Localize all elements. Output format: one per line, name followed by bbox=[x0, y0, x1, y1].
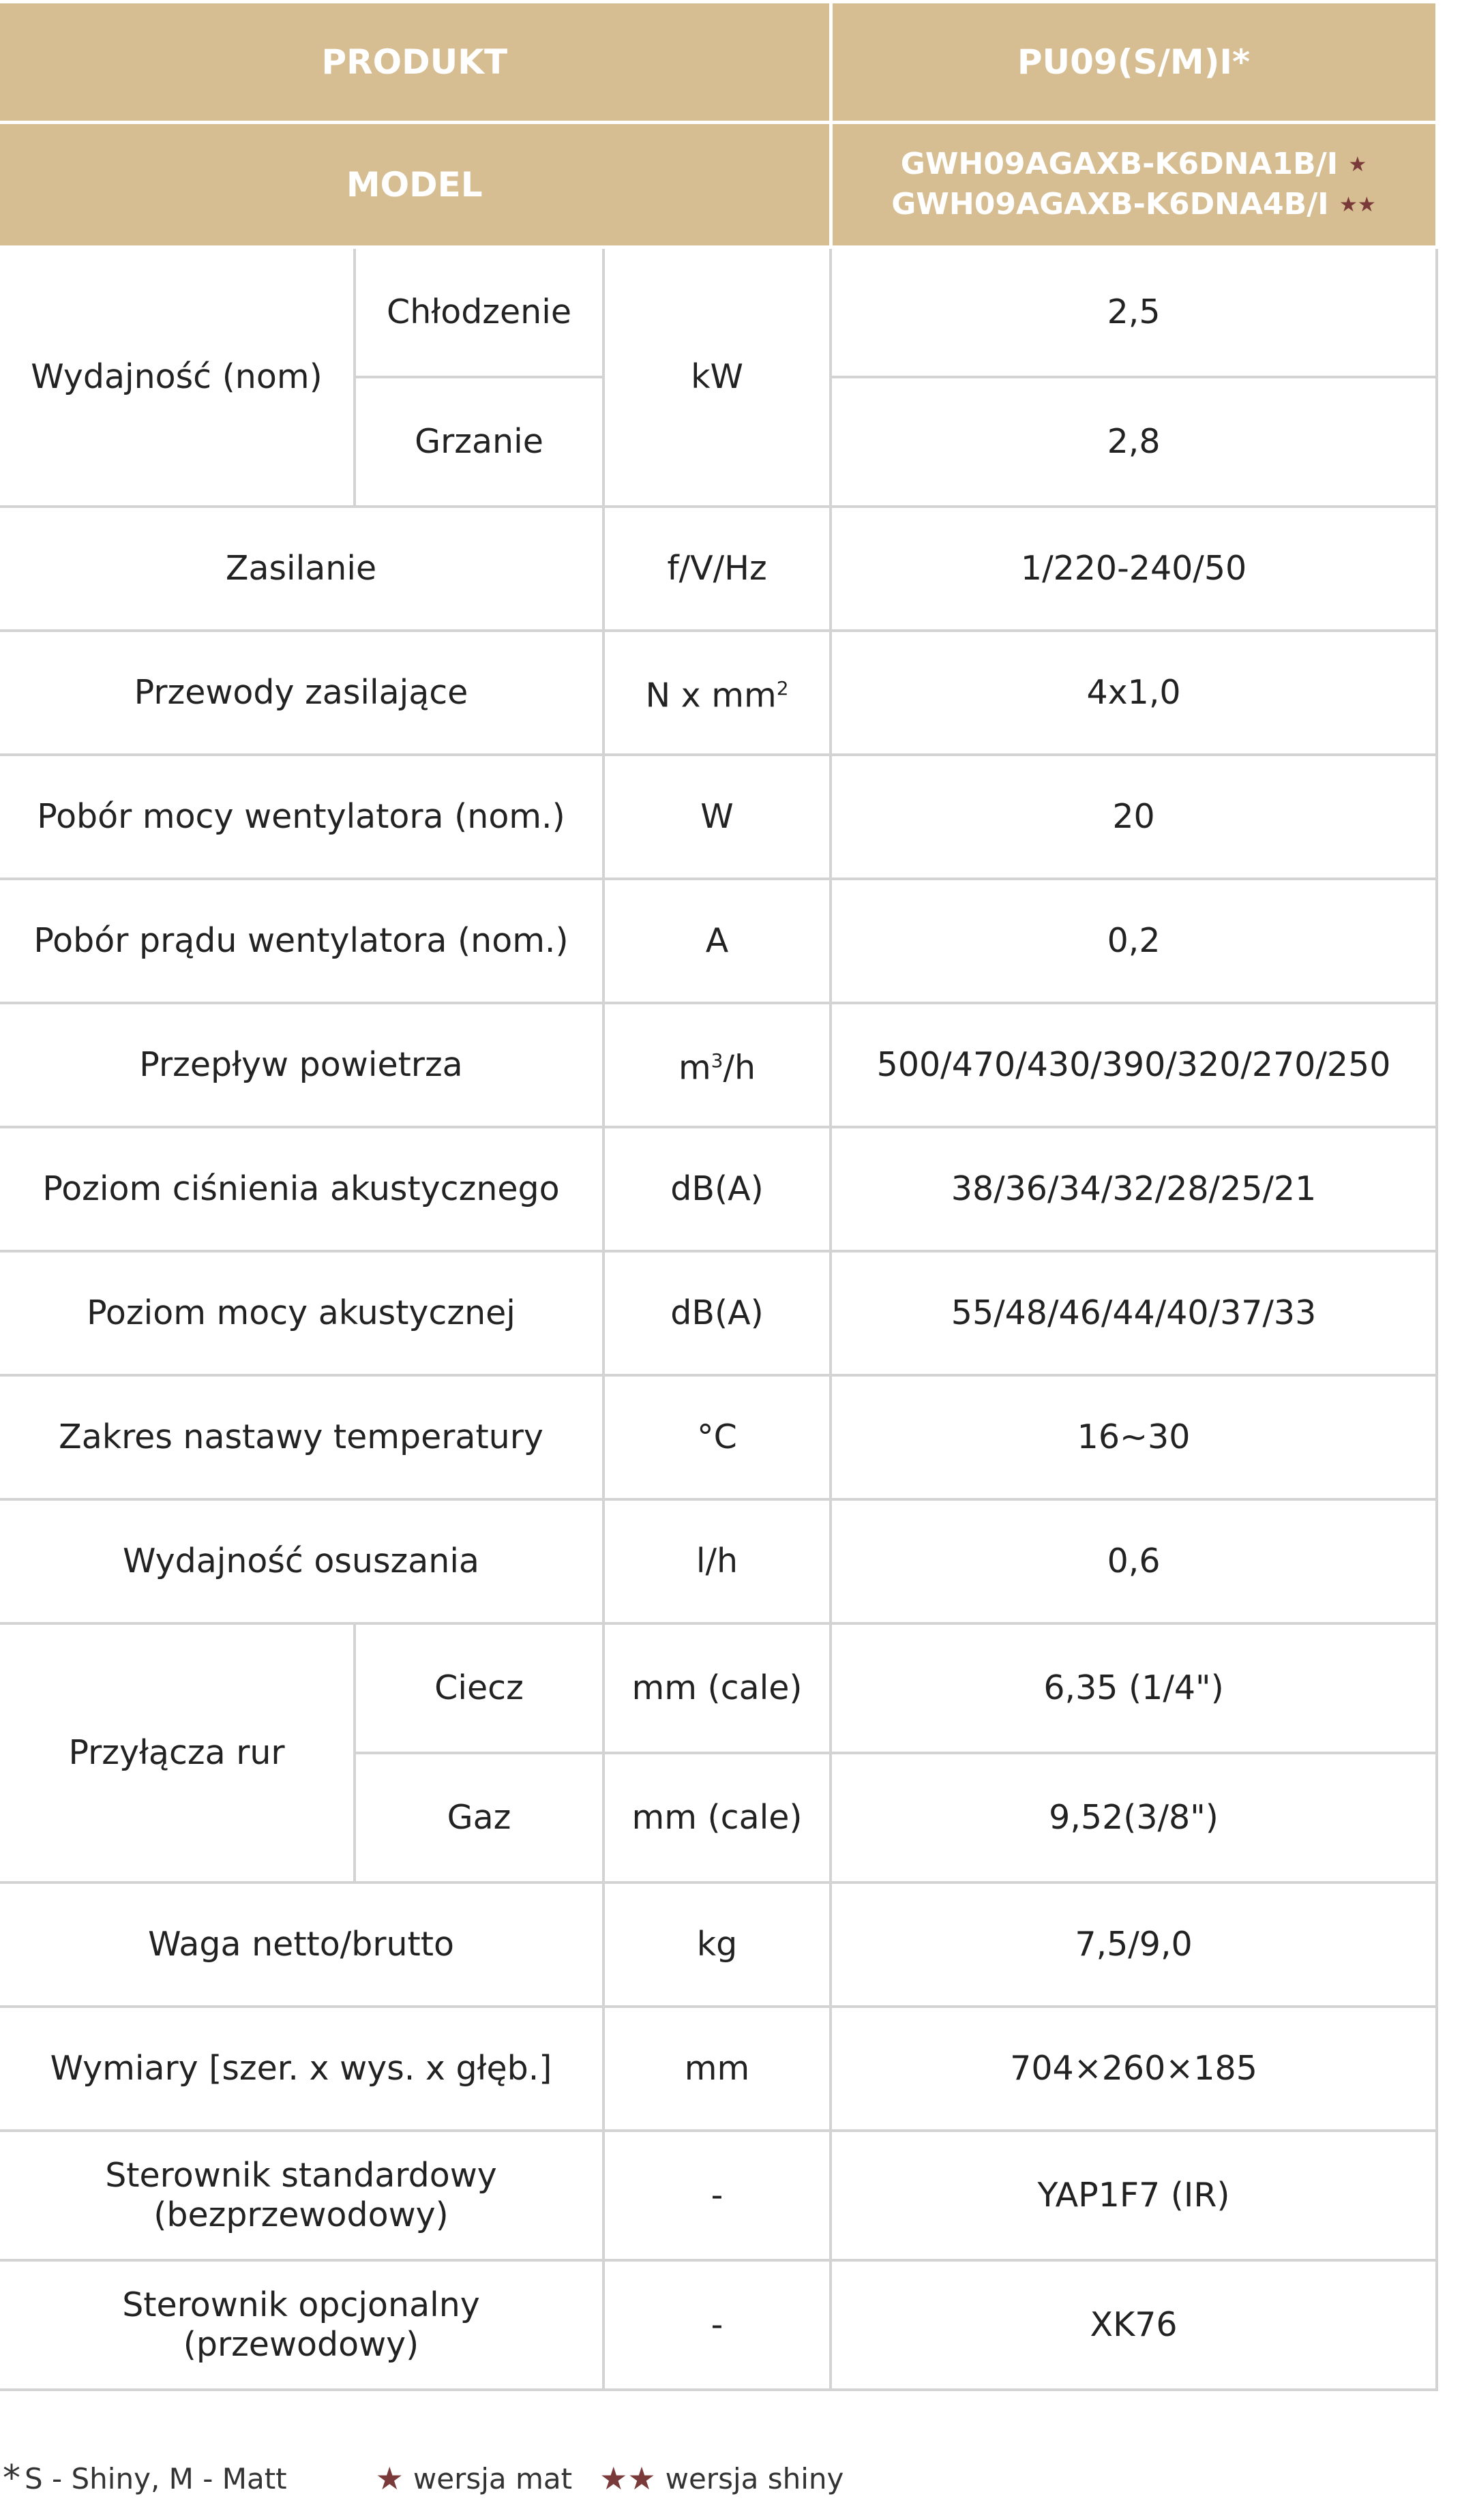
star-icon: ★ bbox=[375, 2460, 404, 2497]
unit-sterownik-std: - bbox=[603, 2131, 831, 2260]
row-label-zasilanie: Zasilanie bbox=[0, 507, 603, 631]
value-sterownik-opc: XK76 bbox=[831, 2260, 1437, 2390]
unit-pobor-pradu: A bbox=[603, 879, 831, 1003]
star-icon: ★ bbox=[1348, 153, 1367, 177]
value-gaz: 9,52(3/8") bbox=[831, 1753, 1437, 1882]
unit-przeplyw-sup: 3 bbox=[711, 1049, 723, 1072]
unit-wymiary: mm bbox=[603, 2007, 831, 2131]
row-label-osuszanie: Wydajność osuszania bbox=[0, 1499, 603, 1623]
value-osuszanie: 0,6 bbox=[831, 1499, 1437, 1623]
sterownik-opc-line2: (przewodowy) bbox=[183, 2324, 419, 2364]
table-row bbox=[0, 1623, 1437, 1753]
footer-note: S - Shiny, M - Matt bbox=[25, 2461, 287, 2495]
value-ciecz: 6,35 (1/4") bbox=[831, 1623, 1437, 1753]
asterisk-icon: * bbox=[3, 2458, 20, 2499]
sublabel-ciecz: Ciecz bbox=[355, 1623, 603, 1753]
unit-przeplyw-base: m bbox=[678, 1048, 711, 1088]
sublabel-chlodzenie: Chłodzenie bbox=[355, 247, 603, 377]
table-row bbox=[0, 2131, 1437, 2260]
value-waga: 7,5/9,0 bbox=[831, 1882, 1437, 2007]
row-label-cisnienie: Poziom ciśnienia akustycznego bbox=[0, 1127, 603, 1251]
value-pobor-mocy: 20 bbox=[831, 755, 1437, 879]
unit-sterownik-opc: - bbox=[603, 2260, 831, 2390]
row-label-moc-akust: Poziom mocy akustycznej bbox=[0, 1251, 603, 1375]
value-sterownik-std: YAP1F7 (IR) bbox=[831, 2131, 1437, 2260]
footer-shiny-label: wersja shiny bbox=[665, 2461, 844, 2495]
unit-osuszanie: l/h bbox=[603, 1499, 831, 1623]
model-code-2: GWH09AGAXB-K6DNA4B/I bbox=[891, 187, 1329, 222]
unit-moc-akust: dB(A) bbox=[603, 1251, 831, 1375]
value-moc-akust: 55/48/46/44/40/37/33 bbox=[831, 1251, 1437, 1375]
unit-waga: kg bbox=[603, 1882, 831, 2007]
table-row bbox=[0, 1882, 1437, 2007]
row-label-przylacza: Przyłącza rur bbox=[0, 1623, 355, 1882]
table-row bbox=[0, 1251, 1437, 1375]
double-star-icon: ★★ bbox=[1339, 193, 1376, 217]
table-row bbox=[0, 2260, 1437, 2390]
value-przewody: 4x1,0 bbox=[831, 631, 1437, 755]
sterownik-opc-line1: Sterownik opcjonalny bbox=[122, 2285, 480, 2324]
produkt-value: PU09(S/M)I* bbox=[831, 2, 1437, 123]
row-label-waga: Waga netto/brutto bbox=[0, 1882, 603, 2007]
table-row bbox=[0, 507, 1437, 631]
unit-gaz: mm (cale) bbox=[603, 1753, 831, 1882]
footer-mat-label: wersja mat bbox=[413, 2461, 573, 2495]
table-row bbox=[0, 247, 1437, 377]
double-star-icon: ★★ bbox=[599, 2460, 656, 2497]
row-label-pobor-mocy: Pobór mocy wentylatora (nom.) bbox=[0, 755, 603, 879]
model-code-1: GWH09AGAXB-K6DNA1B/I bbox=[900, 147, 1339, 181]
sterownik-std-line2: (bezprzewodowy) bbox=[153, 2195, 449, 2234]
sterownik-std-line1: Sterownik standardowy bbox=[105, 2155, 497, 2195]
table-row bbox=[0, 879, 1437, 1003]
value-przeplyw: 500/470/430/390/320/270/250 bbox=[831, 1003, 1437, 1127]
value-pobor-pradu: 0,2 bbox=[831, 879, 1437, 1003]
table-row bbox=[0, 1375, 1437, 1499]
unit-cisnienie: dB(A) bbox=[603, 1127, 831, 1251]
value-chlodzenie: 2,5 bbox=[831, 247, 1437, 377]
model-codes bbox=[831, 123, 1437, 247]
table-row bbox=[0, 1499, 1437, 1623]
header-row-produkt bbox=[0, 2, 1437, 123]
unit-pobor-mocy: W bbox=[603, 755, 831, 879]
unit-przewody bbox=[603, 631, 831, 755]
unit-temperatura: °C bbox=[603, 1375, 831, 1499]
unit-zasilanie: f/V/Hz bbox=[603, 507, 831, 631]
unit-ciecz: mm (cale) bbox=[603, 1623, 831, 1753]
value-wymiary: 704×260×185 bbox=[831, 2007, 1437, 2131]
value-cisnienie: 38/36/34/32/28/25/21 bbox=[831, 1127, 1437, 1251]
model-label: MODEL bbox=[0, 123, 831, 247]
row-label-sterownik-std bbox=[0, 2131, 603, 2260]
table-row bbox=[0, 1003, 1437, 1127]
row-label-wydajnosc: Wydajność (nom) bbox=[0, 247, 355, 507]
header-row-model bbox=[0, 123, 1437, 247]
row-label-pobor-pradu: Pobór prądu wentylatora (nom.) bbox=[0, 879, 603, 1003]
value-zasilanie: 1/220-240/50 bbox=[831, 507, 1437, 631]
produkt-label: PRODUKT bbox=[0, 2, 831, 123]
row-label-przeplyw: Przepływ powietrza bbox=[0, 1003, 603, 1127]
sublabel-grzanie: Grzanie bbox=[355, 377, 603, 507]
value-grzanie: 2,8 bbox=[831, 377, 1437, 507]
row-label-sterownik-opc bbox=[0, 2260, 603, 2390]
unit-przewody-base: N x mm bbox=[645, 676, 777, 715]
table-row bbox=[0, 755, 1437, 879]
sublabel-gaz: Gaz bbox=[355, 1753, 603, 1882]
footer-legend bbox=[0, 2455, 1437, 2502]
unit-przeplyw bbox=[603, 1003, 831, 1127]
unit-wydajnosc: kW bbox=[603, 247, 831, 507]
table-row bbox=[0, 2007, 1437, 2131]
row-label-przewody: Przewody zasilające bbox=[0, 631, 603, 755]
row-label-wymiary: Wymiary [szer. x wys. x głęb.] bbox=[0, 2007, 603, 2131]
value-temperatura: 16~30 bbox=[831, 1375, 1437, 1499]
unit-przewody-sup: 2 bbox=[776, 677, 789, 700]
row-label-temperatura: Zakres nastawy temperatury bbox=[0, 1375, 603, 1499]
table-row bbox=[0, 631, 1437, 755]
unit-przeplyw-tail: /h bbox=[723, 1048, 756, 1088]
table-row bbox=[0, 1127, 1437, 1251]
